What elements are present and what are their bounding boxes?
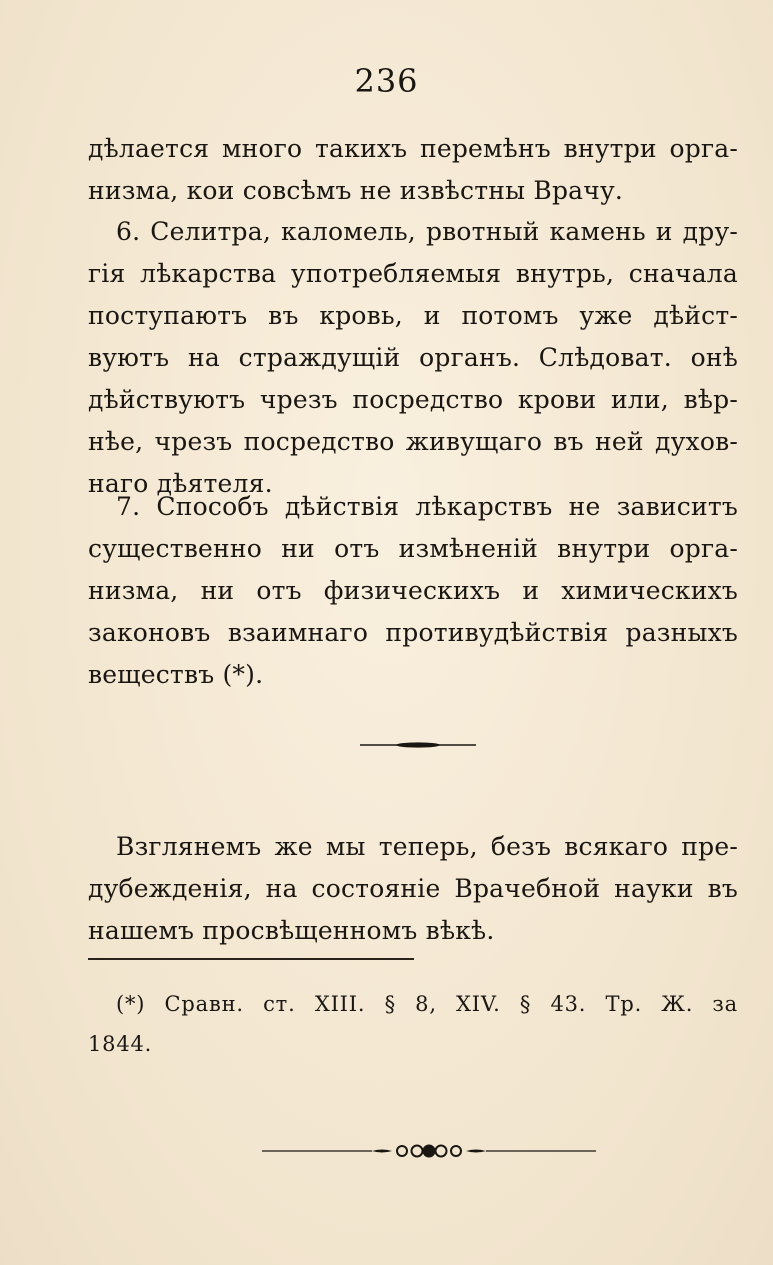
text-line: нѣе, чрезъ посредство живущаго въ ней духов-: [88, 427, 738, 456]
text-line: веществъ (*).: [88, 660, 264, 689]
text-line: гія лѣкарства употребляемыя внутрь, сначала: [88, 259, 738, 288]
text-line: наго дѣятеля.: [88, 469, 273, 498]
text-line: 7. Способъ дѣйствія лѣкарствъ не зависитъ: [116, 492, 738, 521]
text-line: дубежденія, на состояніе Врачебной науки въ: [88, 874, 738, 903]
section-divider: [360, 742, 476, 748]
text-line: нашемъ просвѣщенномъ вѣкѣ.: [88, 916, 495, 945]
text-line: вуютъ на страждущій органъ. Слѣдоват. онѣ: [88, 343, 738, 372]
paragraph-conclusion: [88, 826, 738, 952]
paragraph-continuation: [88, 128, 738, 212]
footnote-rule: [88, 958, 414, 960]
footnote-line: (*) Сравн. ст. XIII. § 8, XIV. § 43. Тр. Ж. за: [116, 992, 738, 1016]
text-line: низма, кои совсѣмъ не извѣстны Врачу.: [88, 176, 624, 205]
paragraph-7: [88, 486, 738, 696]
page-number: 236: [354, 62, 419, 100]
tailpiece-ornament: [262, 1143, 596, 1159]
text-line: существенно ни отъ измѣненій внутри орга-: [88, 534, 738, 563]
text-line: дѣйствуютъ чрезъ посредство крови или, вѣр-: [88, 385, 738, 414]
text-line: Взглянемъ же мы теперь, безъ всякаго пре-: [116, 832, 738, 861]
footnote-line: 1844.: [88, 1032, 153, 1056]
text-line: законовъ взаимнаго противудѣйствія разныхъ: [88, 618, 738, 647]
footnote: [88, 984, 738, 1064]
text-line: 6. Селитра, каломель, рвотный камень и дру-: [116, 217, 738, 246]
text-line: дѣлается много такихъ перемѣнъ внутри орга-: [88, 134, 738, 163]
paragraph-6: [88, 211, 738, 505]
text-line: поступаютъ въ кровь, и потомъ уже дѣйст-: [88, 301, 738, 330]
text-line: низма, ни отъ физическихъ и химическихъ: [88, 576, 738, 605]
